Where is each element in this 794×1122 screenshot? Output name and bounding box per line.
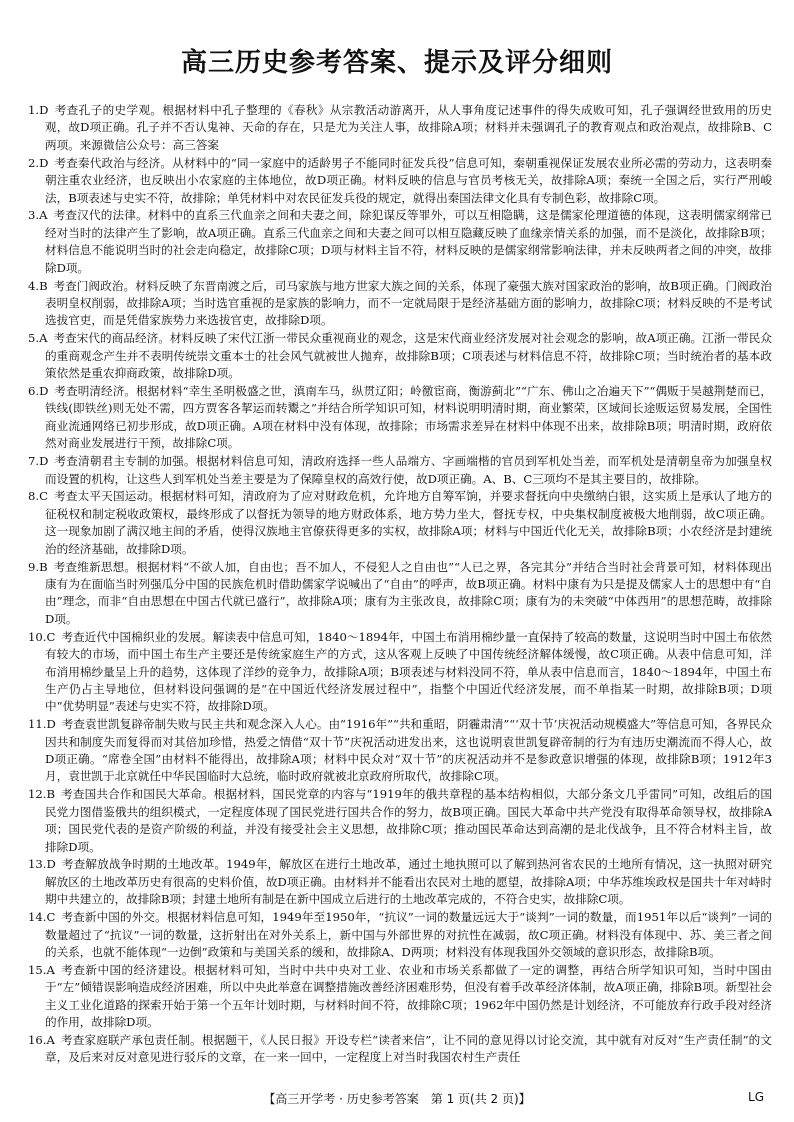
answer-item [28, 629, 772, 716]
answer-letter: B [39, 278, 48, 293]
explanation-text: 考查国共合作和国民大革命。根据材料，国民党章的内容与“1919年的俄共章程的基本结构相似，大部分条文几乎雷同”可知，改组后的国民党力图借鉴俄共的组织模式，一定程度体现了国民党进行国共合作的努力，故B项正确。国民大革命中共产党没有取得革命领导权，故排除A项；国民党代表的是资产阶级的利益，并没有接受社会主义思想，故排除C项；推动国民革命达到高潮的是北伐战争，且不符合材料主旨，故排除D项。 [45, 787, 772, 854]
explanation-text: 考查秦代政治与经济。从材料中的“同一家庭中的适龄男子不能同时征发兵役”信息可知，秦朝重视保证发展农业所必需的劳动力，这表明秦朝注重农业经济，也反映出小农家庭的主体地位，故D项正确。材料反映的信息与官员考核无关，故排除A项；秦统一全国之后，实行严刑峻法，B项表述与史实不符，故排除；单凭材料中对农民征发兵役的规定，就得出秦国法律文化具有专制色彩，故排除C项。 [45, 155, 772, 205]
page-footer: 【高三开学考 · 历史参考答案 第 1 页(共 2 页)】 [263, 1092, 531, 1106]
explanation-text: 考查孔子的史学观。根据材料中孔子整理的《春秋》从宗教活动游离开，从人事角度记述事件的得失成败可知，孔子强调经世致用的历史观，故D项正确。孔子并不否认鬼神、天命的存在，只是尤为关注人事，故排除A项；材料并未强调孔子的教育观点和政治观点，故排除B、C两项。来源微信公众号：高三答案 [45, 103, 772, 152]
answer-letter: D [39, 103, 49, 117]
answer-item [28, 278, 772, 330]
explanation-text: 考查宋代的商品经济。材料反映了宋代江浙一带民众重视商业的观念，这是宋代商业经济发展对社会观念的影响，故A项正确。江浙一带民众的重商观念产生并不表明传统崇文重本士的社会风气就被世人抛弃，故排除B项；C项表述与材料信息不符，故排除C项；当时统治者的基本政策依然是重农抑商政策，故排除D项。 [45, 331, 772, 381]
answer-item [28, 559, 772, 629]
question-number: 13. [28, 857, 47, 872]
answer-item [28, 330, 772, 382]
answer-letter: D [46, 857, 56, 872]
answer-item [28, 453, 772, 488]
answer-item [28, 383, 772, 453]
answer-item [28, 856, 772, 908]
answer-letter: C [46, 910, 56, 925]
answer-item [28, 102, 772, 154]
explanation-text: 考查门阀政治。材料反映了东晋南渡之后，司马家族与地方世家大族之间的关系，体现了豪强大族对国家政治的影响，故B项正确。门阀政治表明皇权削弱，故排除A项；当时选官重视的是家族的影响力，而不一定就局限于是经济基础方面的影响力，故排除C项；材料反映的不是考试选拔官吏，而是凭借家族势力来选拔官吏，故排除D项。 [45, 278, 772, 328]
answer-letter: B [39, 559, 48, 574]
question-number: 12. [28, 787, 47, 802]
explanation-text: 考查明清经济。根据材料“幸生圣明极盛之世，滇南车马，纵贯辽阳；岭徼宦商，衡游蓟北”“广东、佛山之冶遍天下”“偶贩于吴越荆楚而已，铁线(即铁丝)则无处不需，四方贾客各挈运而转鬻之”并结合所学知识可知，材料说明明清时期，商业繁荣，区域间长途贩运贸易发展，全国性商业流通网络已初步形成，故D项正确。A项在材料中没有体现，故排除；市场需求差异在材料中体现不出来，故排除B项；明清时期，政府依然对商业发展进行干预，故排除C项。 [45, 384, 772, 451]
question-number: 8. [28, 489, 40, 504]
question-number: 3. [28, 208, 40, 223]
question-number: 15. [28, 962, 47, 977]
answer-item [28, 786, 772, 856]
answer-letter: C [46, 629, 56, 644]
explanation-text: 考查新中国的经济建设。根据材料可知，当时中共中央对工业、农业和市场关系都做了一定的调整，再结合所学知识可知，当时中国由于“左”倾错误影响造成经济困难，所以中央此举意在调整措施改善经济困难形势，但没有着手改革经济体制，故A项正确，排除B项。新型社会主义工业化道路的探索开始于第一个五年计划时期，与材料时间不符，故排除C项；1962年中国仍然是计划经济，不可能放弃行政手段对经济的作用，故排除D项。 [45, 962, 772, 1030]
question-number: 16. [28, 1033, 47, 1048]
question-number: 7. [28, 454, 40, 469]
answer-letter: A [39, 331, 48, 346]
explanation-text: 考查维新思想。根据材料“不欲人加，自由也；吾不加人，不侵犯人之自由也”“人已之界，各完其分”并结合当时社会背景可知，材料体现出康有为在面临当时列强瓜分中国的民族危机时借助儒家学说喊出了“自由”的呼声，故B项正确。材料中康有为只是提及儒家人士的思想中有“自由”理念，而非“自由思想在中国古代就已盛行”，故排除A项；康有为主张改良，故排除C项；康有为的未突破“中体西用”的思想范畴，故排除D项。 [45, 559, 772, 626]
answer-letter: D [39, 384, 49, 398]
answer-item [28, 909, 772, 961]
question-number: 5. [28, 331, 40, 346]
explanation-text: 考查清朝君主专制的加强。根据材料信息可知，清政府选择一些人品端方、字画端楷的官员到军机处当差，而军机处是清朝皇帝为加强皇权而设置的机构，让这些人到军机处当差主要是为了保障皇权的高效行使，故D项正确。A、B、C三项均不是其主要目的，故排除。 [45, 454, 772, 486]
question-number: 4. [28, 278, 40, 293]
answer-letter: A [46, 1033, 55, 1048]
explanation-text: 考查解放战争时期的土地改革。1949年，解放区在进行土地改革，通过土地执照可以了解到热河省农民的土地所有情况，这一执照对研究解放区的土地改革历史有很高的史料价值，故D项正确。由材料并不能看出农民对土地的愿望，故排除A项；中华苏维埃政权是国共十年对峙时期中共建立的，故排除B项；封建土地所有制是在新中国成立后进行的土地改革完成的，不符合史实，故排除C项。 [45, 857, 772, 907]
answer-item [28, 155, 772, 207]
explanation-text: 考查袁世凯复辟帝制失败与民主共和观念深入人心。由“1916年”“共和重昭，阴霾肃清”“‘双十节’庆祝活动规模盛大”等信息可知，各界民众因共和制度失而复得而对其倍加珍惜，热爱之情借“双十节”庆祝活动进发出来，这也说明袁世凯复辟帝制的行为有违历史潮流而不得人心，故D项正确。“席卷全国”由材料不能得出，故排除A项；材料中民众对“双十节”的庆祝活动并不是参政意识增强的体现，故排除B项；1912年3月，袁世凯于北京就任中华民国临时大总统，临时政府就被北京政府所取代，故排除C项。 [45, 717, 772, 784]
explanation-text: 考查近代中国棉织业的发展。解读表中信息可知，1840～1894年，中国土布消用棉纱量一直保持了较高的数量，这说明当时中国土布依然有较大的市场，而中国土布生产主要还是传统家庭生产的方式，这从客观上反映了中国传统经济解体缓慢，故C项正确。从表中信息可知，洋布消用棉纱量呈上升的趋势，这体现了洋纱的竞争力，故排除A项；B项表述与材料没同不符，单从表中信息而言，1840～1894年，中国土布生产仍占主导地位，但材料设问强调的是“在中国近代经济发展过程中”，指整个中国近代经济发展，而不单指某一时期，故排除B项；D项中“优势明显”表述与史实不符，故排除D项。 [45, 629, 772, 714]
question-number: 2. [28, 155, 40, 170]
answer-item [28, 716, 772, 786]
answer-list [28, 102, 772, 1067]
question-number: 11. [28, 717, 47, 732]
explanation-text: 考查新中国的外交。根据材料信息可知，1949年至1950年，“抗议”一词的数量远远大于“谈判”一词的数量，而1951年以后“谈判”一词的数量超过了“抗议”一词的数量，这折射出在对外关系上，新中国与外部世界的对抗性在减弱，故C项正确。材料没有体现中、苏、美三者之间的关系，也就不能体现“一边倒”政策和与美国关系的缓和，故排除A、D两项；材料没有体现我国外交领域的意识形态，故排除B项。 [45, 910, 772, 959]
explanation-text: 考查汉代的法律。材料中的直系三代血亲之间和夫妻之间，除犯谋反等罪外，可以互相隐瞒，这是儒家伦理道德的体现，这表明儒家纲常已经对当时的法律产生了影响，故A项正确。直系三代血亲之间和夫妻之间可以相互隐藏反映了血缘亲情关系的加强，而不是淡化，故排除B项；材料信息不能说明当时的社会走向稳定，故排除C项；D项与材料主旨不符，材料反映的是儒家纲常影响法律，并未反映两者之间的冲突，故排除D项。 [45, 208, 772, 275]
footer-code: LG [748, 1090, 764, 1104]
answer-item [28, 1032, 772, 1067]
answer-letter: D [39, 155, 49, 170]
answer-letter: B [46, 787, 55, 802]
answer-letter: C [39, 489, 48, 504]
answer-letter: A [46, 962, 55, 977]
answer-item [28, 962, 772, 1032]
answer-letter: D [46, 717, 56, 732]
explanation-text: 考查太平天国运动。根据材料可知，清政府为了应对财政危机，允许地方自筹军饷，并要求督抚向中央缴纳白银，这实质上是承认了地方的征税权和制定税收政策权，最终形成了以督抚为领导的地方财政体系，地方势力坐大，督抚专权，中央集权制度被极大地削弱，故C项正确。这一现象加剧了满汉地主间的矛盾，使得汉族地主官僚获得更多的实权，故排除A项；材料与中国近代化无关，故排除B项；小农经济是封建统治的经济基础，故排除D项。 [45, 489, 772, 556]
answer-letter: A [39, 208, 48, 223]
question-number: 10. [28, 629, 47, 644]
answer-item [28, 207, 772, 277]
answer-letter: D [39, 454, 49, 469]
answer-item [28, 488, 772, 558]
question-number: 9. [28, 559, 40, 574]
explanation-text: 考查家庭联产承包责任制。根据题干，《人民日报》开设专栏“读者来信”，让不同的意见得以讨论交流，其中就有对反对“生产责任制”的文章，及后来对反对意见进行驳斥的文章，在一来一回中，一定程度上对当时我国农村生产责任 [45, 1033, 772, 1065]
question-number: 1. [28, 103, 40, 117]
question-number: 6. [28, 384, 40, 398]
question-number: 14. [28, 910, 47, 925]
page-title: 高三历史参考答案、提示及评分细则 [180, 48, 613, 78]
